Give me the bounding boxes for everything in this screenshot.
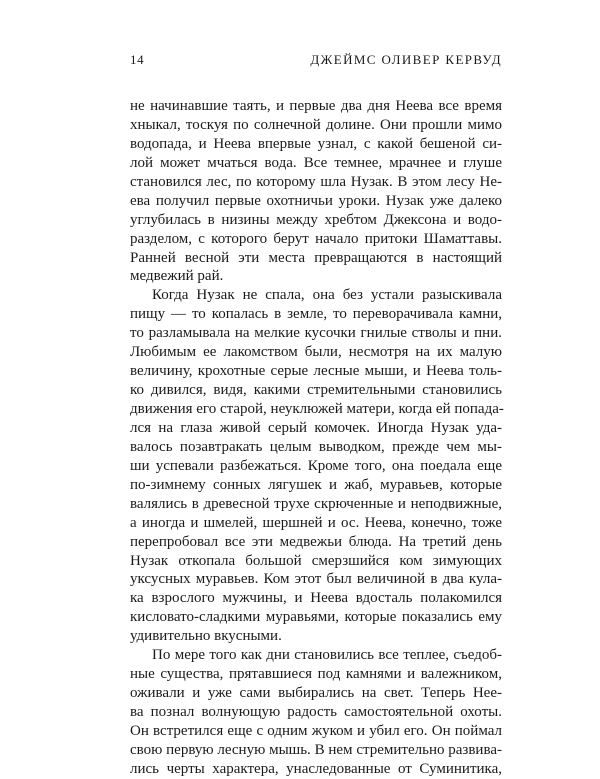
text-line: то разламывала на мелкие кусочки гнилые стволы и пни. — [130, 325, 502, 342]
text-line: пищу — то копалась в земле, то переворачивала камни, — [130, 306, 502, 323]
text-line: хныкал, тоскуя по солнечной долине. Они прошли мимо — [130, 116, 502, 133]
text-line: движения его старой, неуклюжей матери, когда ей попада- — [130, 401, 504, 417]
text-line: Нузак откопала большой смерзшийся ком зимующих — [130, 552, 502, 569]
text-line: удивительно вкусными. — [130, 628, 282, 645]
body-text — [130, 97, 502, 779]
paragraph — [130, 646, 502, 779]
text-line: перепробовал все эти медвежьи блюда. На третий день — [130, 533, 502, 550]
text-line: уксусных муравьев. Ком этот был величиной в два кула- — [130, 571, 502, 588]
text-line: ко дивился, видя, какими стремительными становились — [130, 382, 502, 399]
text-line: ные существа, прятавшиеся под камнями и валежником, — [130, 666, 502, 683]
text-line: ши успевали разбежаться. Кроме того, она поедала еще — [130, 457, 502, 474]
text-line: по-зимнему сонных лягушек и жаб, муравьев, которые — [130, 476, 502, 493]
text-line: валось позавтракать целым выводком, прежде чем мы- — [130, 438, 502, 455]
text-line: ка взрослого мужчины, и Неева вдосталь полакомился — [130, 590, 502, 607]
paragraph — [130, 97, 502, 286]
text-line: водопада, и Неева впервые узнал, с какой бешеной си- — [130, 135, 502, 152]
text-line: кисловато-сладкими муравьями, которые показались ему — [130, 609, 502, 626]
text-line: ва познал волнующую радость самостоятельной охоты. — [130, 704, 502, 720]
book-author: ДЖЕЙМС ОЛИВЕР КЕРВУД — [310, 52, 502, 67]
text-line: По мере того как дни становились все теплее, съедоб- — [152, 647, 502, 664]
text-line: углубилась в низины между хребтом Джексона и водо- — [130, 211, 502, 228]
text-line: а иногда и шмелей, шершней и ос. Неева, конечно, тоже — [130, 514, 502, 531]
text-line: становился лес, по которому шла Нузак. В этом лесу Не- — [130, 173, 502, 190]
paragraph — [130, 286, 502, 646]
page-number: 14 — [130, 52, 145, 67]
running-head — [130, 52, 502, 72]
text-line: лой может мчаться вода. Все темнее, мрачнее и глуше — [130, 154, 502, 171]
text-line: не начинавшие таять, и первые два дня Неева все время — [130, 98, 502, 114]
text-line: Когда Нузак не спала, она без устали разыскивала — [152, 287, 502, 304]
text-line: Любимым ее лакомством были, несмотря на их малую — [130, 344, 502, 361]
text-line: Он встретился еще с одним жуком и убил его. Он поймал — [130, 722, 502, 739]
text-line: лся на глаза живой серый комочек. Иногда Нузак уда- — [130, 419, 502, 436]
text-line: свою первую лесную мышь. В нем стремительно развива- — [130, 741, 502, 758]
text-line: величину, крохотные серые лесные мыши, и Неева толь- — [130, 363, 502, 380]
text-line: разделом, с которого берут начало притоки Шаматтавы. — [130, 230, 502, 247]
text-line: медвежий рай. — [130, 268, 224, 285]
text-line: лись черты характера, унаследованные от Суминитика, — [130, 760, 502, 777]
text-line: ева получил первые охотничьи уроки. Нузак уже далеко — [130, 192, 502, 209]
text-line: Ранней весной эти места превращаются в настоящий — [130, 249, 502, 266]
text-line: валялись в древесной трухе скрюченные и неподвижные, — [130, 495, 502, 512]
text-line: оживали и уже сами выбирались на свет. Теперь Нее- — [130, 685, 502, 702]
